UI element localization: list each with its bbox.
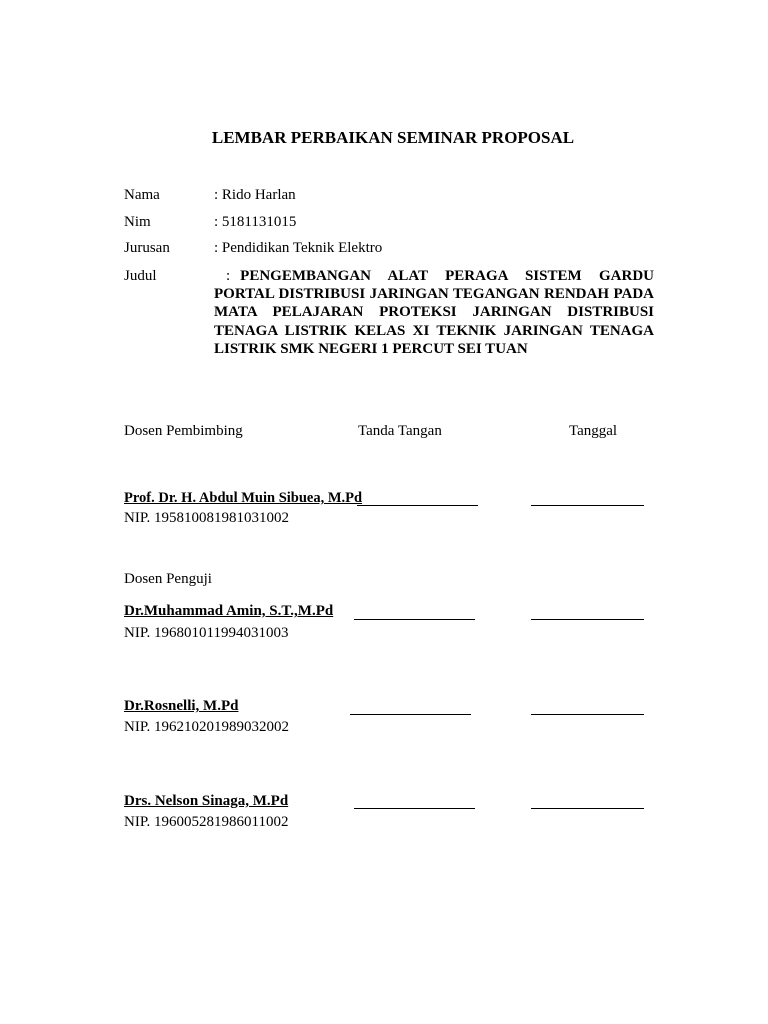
header-tanggal: Tanggal	[569, 423, 618, 439]
nama-label: Nama	[124, 187, 160, 203]
penguji-1-name: Dr.Muhammad Amin, S.T.,M.Pd	[124, 603, 334, 619]
judul-value-block	[214, 267, 654, 358]
penguji-1-date-line	[531, 619, 644, 620]
nim-value: : 5181131015	[214, 214, 297, 230]
jurusan-label: Jurusan	[124, 240, 170, 256]
judul-label: Judul	[124, 268, 157, 284]
penguji-3-nip: NIP. 196005281986011002	[124, 814, 289, 830]
penguji-3-date-line	[531, 808, 644, 809]
penguji-1-signature-line	[354, 619, 475, 620]
header-dosen-pembimbing: Dosen Pembimbing	[124, 423, 243, 439]
header-tanda-tangan: Tanda Tangan	[358, 423, 442, 439]
nim-label: Nim	[124, 214, 151, 230]
document-title: LEMBAR PERBAIKAN SEMINAR PROPOSAL	[211, 128, 575, 147]
penguji-2-signature-line	[350, 714, 471, 715]
penguji-3-name: Drs. Nelson Sinaga, M.Pd	[124, 793, 289, 809]
penguji-2-nip: NIP. 196210201989032002	[124, 719, 290, 735]
penguji-2-date-line	[531, 714, 644, 715]
pembimbing-name: Prof. Dr. H. Abdul Muin Sibuea, M.Pd	[124, 490, 363, 506]
penguji-1-nip: NIP. 196801011994031003	[124, 625, 289, 641]
judul-colon: :	[226, 268, 231, 284]
pembimbing-nip: NIP. 195810081981031002	[124, 510, 290, 526]
penguji-2-name: Dr.Rosnelli, M.Pd	[124, 698, 239, 714]
penguji-heading: Dosen Penguji	[124, 571, 212, 587]
penguji-3-signature-line	[354, 808, 475, 809]
jurusan-value: : Pendidikan Teknik Elektro	[214, 240, 383, 256]
nama-value: : Rido Harlan	[214, 187, 296, 203]
pembimbing-signature-line	[357, 505, 478, 506]
judul-value: PENGEMBANGAN ALAT PERAGA SISTEM GARDU PORTAL DISTRIBUSI JARINGAN TEGANGAN RENDAH PADA MATA PELAJARAN PROTEKSI JARINGAN DISTRIBUSI TENAGA LISTRIK KELAS XI TEKNIK JARINGAN TENAGA LISTRIK SMK NEGERI 1 PERCUT SEI TUAN	[214, 268, 654, 357]
pembimbing-date-line	[531, 505, 644, 506]
